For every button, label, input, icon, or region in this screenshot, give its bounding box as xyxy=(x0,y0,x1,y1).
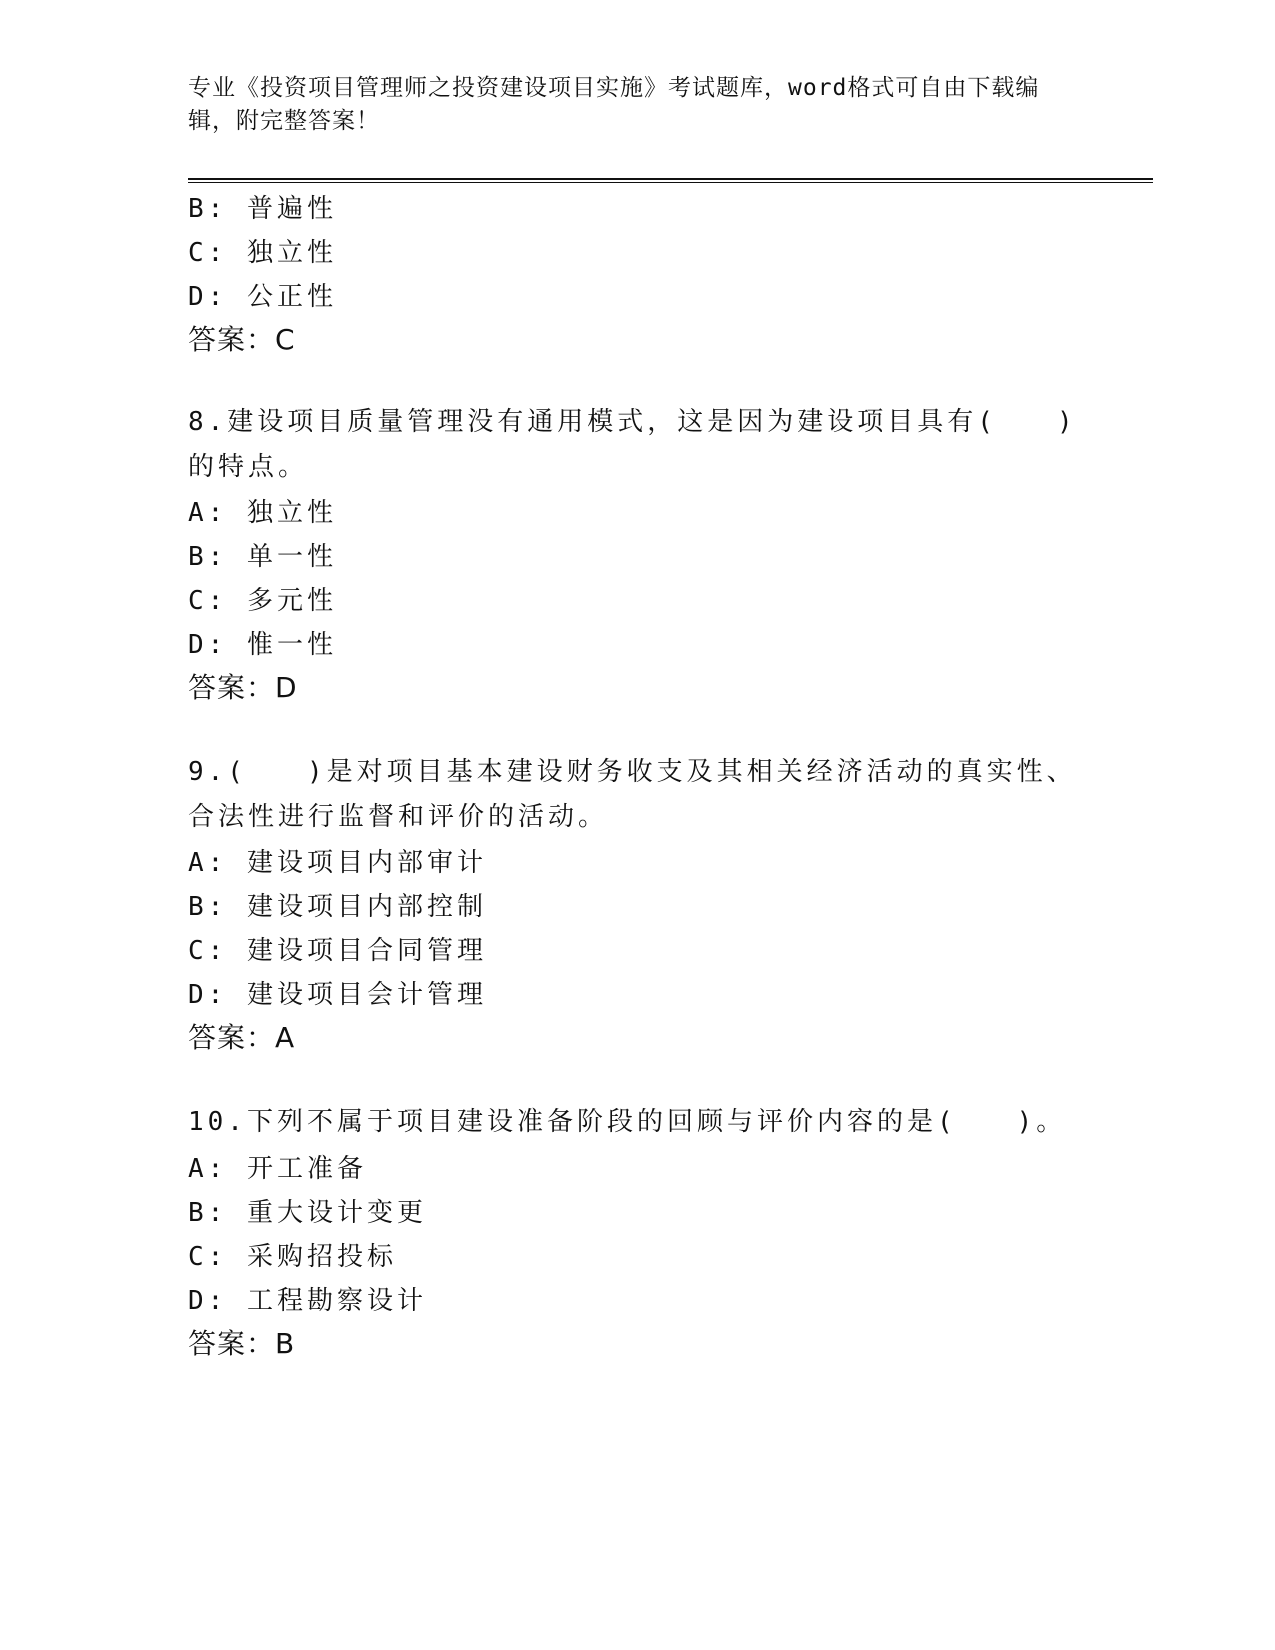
option-c: C: 采购招投标 xyxy=(188,1242,397,1272)
option-d: D: 工程勘察设计 xyxy=(188,1286,427,1316)
question-text: 8.建设项目质量管理没有通用模式，这是因为建设项目具有( )的特点。 xyxy=(188,407,1077,482)
option-b: B: 普遍性 xyxy=(188,194,337,224)
answer: 答案：D xyxy=(188,671,298,704)
option-a: A: 开工准备 xyxy=(188,1154,367,1184)
header-divider-thick xyxy=(188,178,1153,180)
option-d: D: 建设项目会计管理 xyxy=(188,980,487,1010)
answer: 答案：B xyxy=(188,1327,296,1360)
answer: 答案：C xyxy=(188,323,296,356)
option-d: D: 公正性 xyxy=(188,282,337,312)
header-divider-thin xyxy=(188,182,1153,183)
option-d: D: 惟一性 xyxy=(188,630,337,660)
question-text: 10.下列不属于项目建设准备阶段的回顾与评价内容的是( )。 xyxy=(188,1107,1067,1137)
option-b: B: 单一性 xyxy=(188,542,337,572)
option-c: C: 多元性 xyxy=(188,586,337,616)
question-text: 9.( )是对项目基本建设财务收支及其相关经济活动的真实性、合法性进行监督和评价的活动。 xyxy=(188,757,1077,832)
answer: 答案：A xyxy=(188,1021,296,1054)
option-b: B: 建设项目内部控制 xyxy=(188,892,487,922)
option-b: B: 重大设计变更 xyxy=(188,1198,427,1228)
option-a: A: 建设项目内部审计 xyxy=(188,848,487,878)
option-a: A: 独立性 xyxy=(188,498,337,528)
option-c: C: 独立性 xyxy=(188,238,337,268)
document-header: 专业《投资项目管理师之投资建设项目实施》考试题库，word格式可自由下载编辑，附完整答案！ xyxy=(188,75,1040,134)
option-c: C: 建设项目合同管理 xyxy=(188,936,487,966)
